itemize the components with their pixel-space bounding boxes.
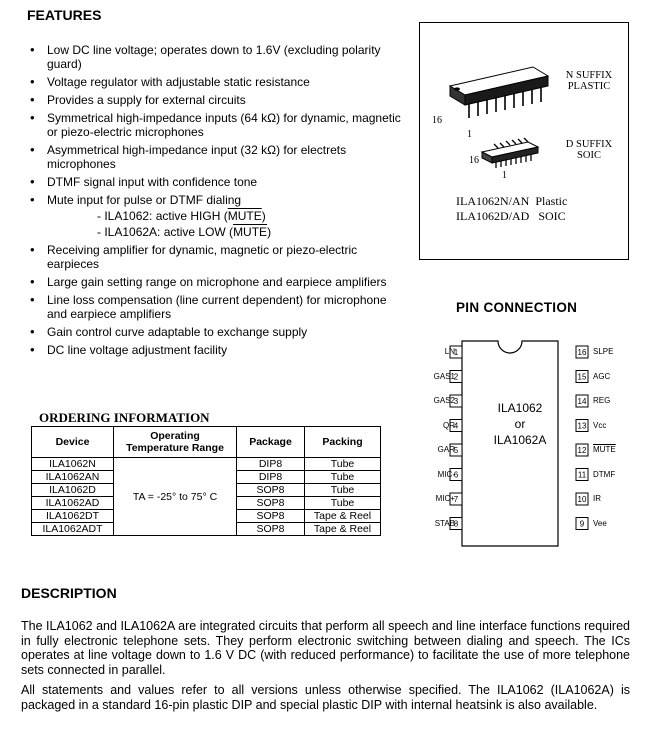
package-cell: DIP8 (237, 458, 305, 471)
d-type-text: SOIC (577, 150, 601, 161)
pin-number: 13 (577, 421, 587, 431)
pin-number: 5 (453, 446, 459, 455)
feature-item: • Low DC line voltage; operates down to 1.6V (excluding polarity guard) (28, 43, 408, 71)
table-row (32, 458, 381, 471)
pin-number: 11 (577, 470, 587, 480)
chip-name (470, 400, 570, 448)
d-suffix-label (556, 139, 622, 161)
col-temperature (114, 427, 237, 458)
device-cell: ILA1062AD (32, 497, 114, 510)
package-part-list (456, 194, 567, 224)
pin-label: DTMF (593, 469, 616, 479)
description-paragraph: All statements and values refer to all versions unless otherwise specified. The ILA1062 (ILA1062A) is packaged in a standard 16-pin plastic DIP and special plastic DIP with internal heatsink is also available. (21, 683, 630, 712)
pin-connection-heading: PIN CONNECTION (456, 300, 578, 315)
device-cell: ILA1062ADT (32, 523, 114, 536)
dip-pin1-label: 1 (467, 129, 472, 140)
pin-label: LN (444, 347, 455, 356)
sub-item-suffix: ) (261, 209, 266, 223)
feature-sub-item (28, 209, 408, 223)
pin-number: 2 (453, 372, 459, 382)
temperature-range-cell: TA = -25° to 75° C (114, 458, 237, 536)
pin-label: Vcc (593, 420, 607, 430)
package-cell: SOP8 (237, 510, 305, 523)
part-number: ILA1062D/AD (456, 209, 530, 223)
package-cell: SOP8 (237, 523, 305, 536)
mute-flag: MUTE (233, 225, 268, 239)
temp-header-line: Temperature Range (126, 442, 224, 454)
packing-cell: Tube (305, 471, 381, 484)
pin-label: MIC- (437, 469, 455, 479)
ordering-table (31, 426, 381, 536)
feature-item: • Voltage regulator with adjustable static resistance (28, 75, 408, 89)
feature-item: • Mute input for pulse or DTMF dialing (28, 193, 408, 207)
pin-label: SLPE (593, 347, 614, 356)
package-type: SOIC (538, 209, 566, 223)
packing-cell: Tube (305, 458, 381, 471)
pin-label: MUTE (593, 445, 616, 454)
temp-header-line: Operating (150, 430, 200, 442)
pin-number: 8 (453, 519, 459, 529)
chip-line: ILA1062A (493, 433, 547, 447)
chip-line: ILA1062 (497, 401, 543, 415)
pin-label: GAS1 (433, 371, 455, 381)
feature-sub-item (28, 225, 408, 239)
pin-number: 12 (577, 446, 587, 455)
pin-label: STAB (434, 518, 455, 528)
right-pin-boxes (576, 346, 588, 530)
sub-item-text: - ILA1062: active HIGH ( (97, 209, 228, 223)
description-heading: DESCRIPTION (21, 585, 117, 601)
package-line-1 (456, 194, 567, 209)
features-list (28, 43, 408, 361)
ordering-heading: ORDERING INFORMATION (39, 410, 210, 425)
pin-label: MIC+ (435, 494, 455, 503)
pin-label: Vee (593, 518, 607, 528)
pin-number: 6 (453, 470, 459, 480)
dip-pin16-label: 16 (432, 115, 442, 126)
col-package: Package (237, 427, 305, 458)
device-cell: ILA1062D (32, 484, 114, 497)
pin-label: GAR (437, 445, 455, 454)
feature-item: • DC line voltage adjustment facility (28, 343, 408, 357)
n-suffix-text: N SUFFIX (565, 70, 613, 81)
packing-cell: Tube (305, 497, 381, 510)
package-line-2 (456, 209, 567, 224)
pin-number: 10 (577, 495, 587, 504)
pin-number: 3 (453, 397, 459, 406)
soic-pin16-label: 16 (469, 155, 479, 166)
device-cell: ILA1062N (32, 458, 114, 471)
device-cell: ILA1062DT (32, 510, 114, 523)
package-type: Plastic (535, 194, 568, 208)
feature-item: • Provides a supply for external circuits (28, 93, 408, 107)
part-number: ILA1062N/AN (456, 194, 530, 208)
pin-number: 16 (577, 348, 587, 357)
pin-number: 15 (577, 372, 587, 382)
package-cell: DIP8 (237, 471, 305, 484)
n-type-text: PLASTIC (567, 81, 611, 92)
dip-package-icon (450, 67, 548, 118)
mute-flag: MUTE (227, 209, 262, 223)
col-device: Device (32, 427, 114, 458)
description-paragraph: The ILA1062 and ILA1062A are integrated circuits that perform all speech and line interface functions required in fully electronic telephone sets. They perform electronic switching between dialing and speech. The ICs operates at line voltage down to 1.6 V DC (with reduced performance) to facilitate the use of more telephone sets connected in parallel. (21, 619, 630, 677)
pin-label: REG (593, 396, 611, 405)
features-heading: FEATURES (27, 7, 102, 23)
pin-label: QR (443, 420, 455, 430)
pin-number: 14 (577, 397, 587, 406)
package-cell: SOP8 (237, 484, 305, 497)
sub-item-suffix: ) (267, 225, 272, 239)
packing-cell: Tube (305, 484, 381, 497)
soic-pin1-label: 1 (502, 170, 507, 181)
package-box (419, 22, 629, 260)
feature-item: • Asymmetrical high-impedance input (32 kΩ) for electrets microphones (28, 143, 408, 171)
feature-item: • Receiving amplifier for dynamic, magnetic or piezo-electric earpieces (28, 243, 408, 271)
feature-item: • Large gain setting range on microphone and earpiece amplifiers (28, 275, 408, 289)
feature-item: • Line loss compensation (line current dependent) for microphone and earpiece amplifiers (28, 293, 408, 321)
pin-number: 1 (453, 348, 459, 357)
soic-package-icon (482, 138, 538, 168)
n-suffix-label (556, 70, 622, 92)
feature-item: • Symmetrical high-impedance inputs (64 kΩ) for dynamic, magnetic or piezo-electric microphones (28, 111, 408, 139)
feature-item: • Gain control curve adaptable to exchange supply (28, 325, 408, 339)
packing-cell: Tape & Reel (305, 523, 381, 536)
pin-number: 9 (579, 519, 585, 529)
package-cell: SOP8 (237, 497, 305, 510)
sub-item-text: - ILA1062A: active LOW ( (97, 225, 234, 239)
packing-cell: Tape & Reel (305, 510, 381, 523)
pin-number: 4 (453, 421, 459, 431)
feature-item: • DTMF signal input with confidence tone (28, 175, 408, 189)
pin-label: IR (593, 494, 601, 503)
pin-label: GAS2 (433, 396, 455, 405)
table-header-row (32, 427, 381, 458)
pin-label: AGC (593, 371, 611, 381)
chip-line: or (514, 417, 526, 431)
pin-number: 7 (453, 495, 459, 504)
d-suffix-text: D SUFFIX (565, 139, 613, 150)
device-cell: ILA1062AN (32, 471, 114, 484)
col-packing: Packing (305, 427, 381, 458)
